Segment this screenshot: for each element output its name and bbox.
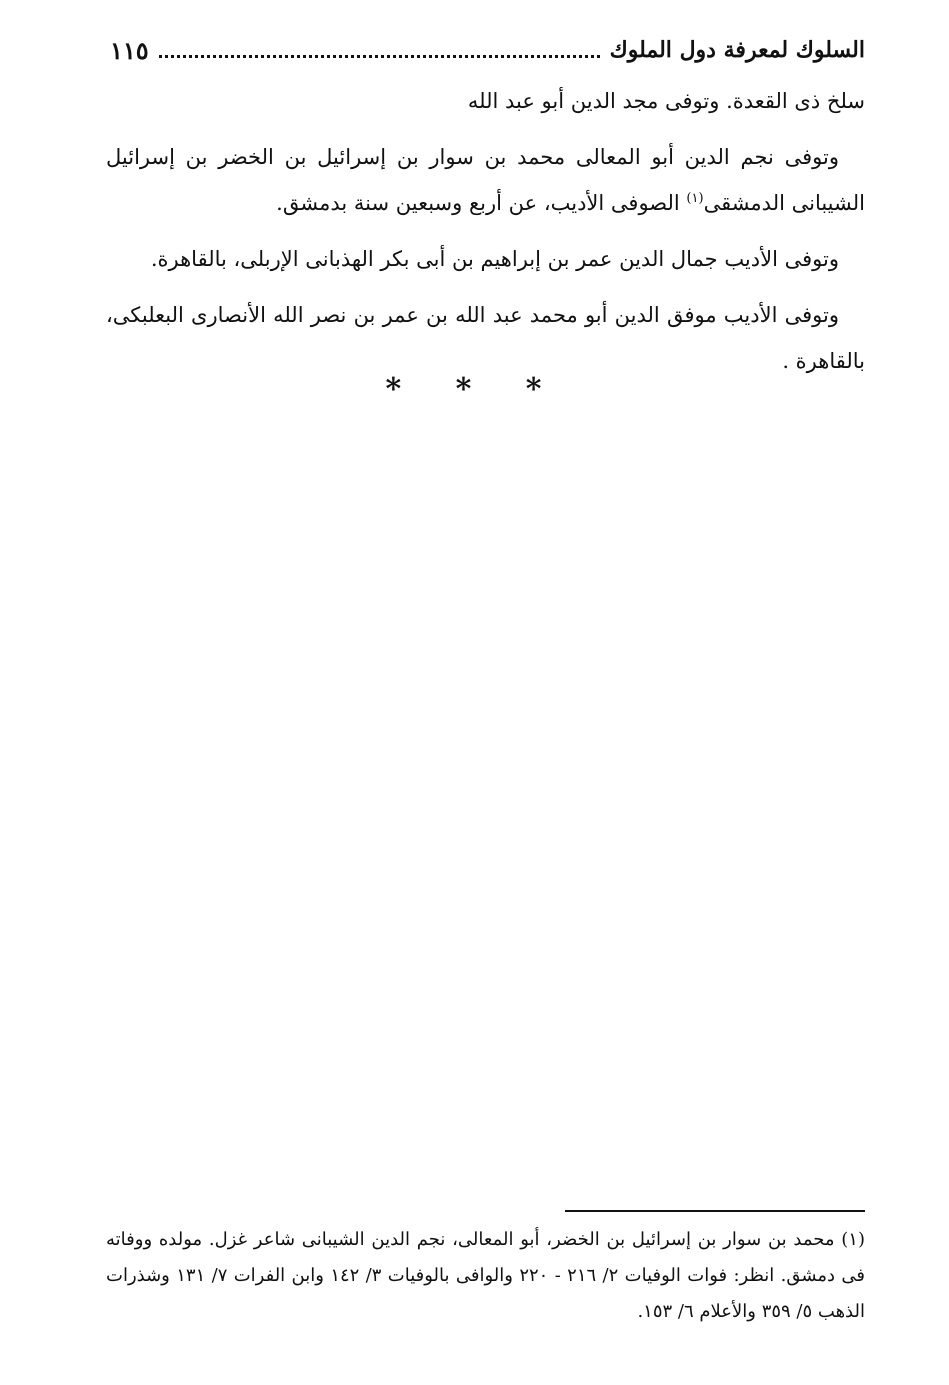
main-text xyxy=(106,78,865,394)
page-number: ١١٥ xyxy=(110,35,149,65)
paragraph-continuation: سلخ ذى القعدة. وتوفى مجد الدين أبو عبد الله xyxy=(467,89,865,113)
footnote: (١) محمد بن سوار بن إسرائيل بن الخضر، أبو المعالى، نجم الدين الشيبانى شاعر غزل. مولده ووفاته فى دمشق. انظر: فوات الوفيات ٢/ ٢١٦ - ٢٢٠ والوافى بالوفيات ٣/ ١٤٢ وابن الفرات ٧/ ١٣١ وشذرات الذهب ٥/ ٣٥٩ والأعلام ٦/ ١٥٣. xyxy=(106,1229,866,1322)
footnotes xyxy=(106,1222,865,1330)
section-separator: * * * xyxy=(385,372,564,407)
paragraph-text: وتوفى نجم الدين أبو المعالى محمد بن سوار بن إسرائيل بن الخضر بن إسرائيل الشيبانى الدمشقى xyxy=(106,145,865,215)
footnote-reference[interactable]: (١) xyxy=(686,191,704,206)
running-title: السلوك لمعرفة دول الملوك xyxy=(609,37,865,63)
paragraph-text: الصوفى الأديب، عن أربع وسبعين سنة بدمشق. xyxy=(276,191,687,215)
paragraph-jamal-al-din: وتوفى الأديب جمال الدين عمر بن إبراهيم بن أبى بكر الهذبانى الإربلى، بالقاهرة. xyxy=(150,247,839,271)
header-dot-leader xyxy=(159,55,600,58)
footnote-divider xyxy=(565,1210,865,1212)
paragraph-najm-al-din xyxy=(106,134,865,226)
paragraph-muwaffaq-al-din: وتوفى الأديب موفق الدين أبو محمد عبد الله بن عمر بن نصر الله الأنصارى البعلبكى، بالقاهرة . xyxy=(106,303,865,373)
page-header xyxy=(110,30,865,70)
